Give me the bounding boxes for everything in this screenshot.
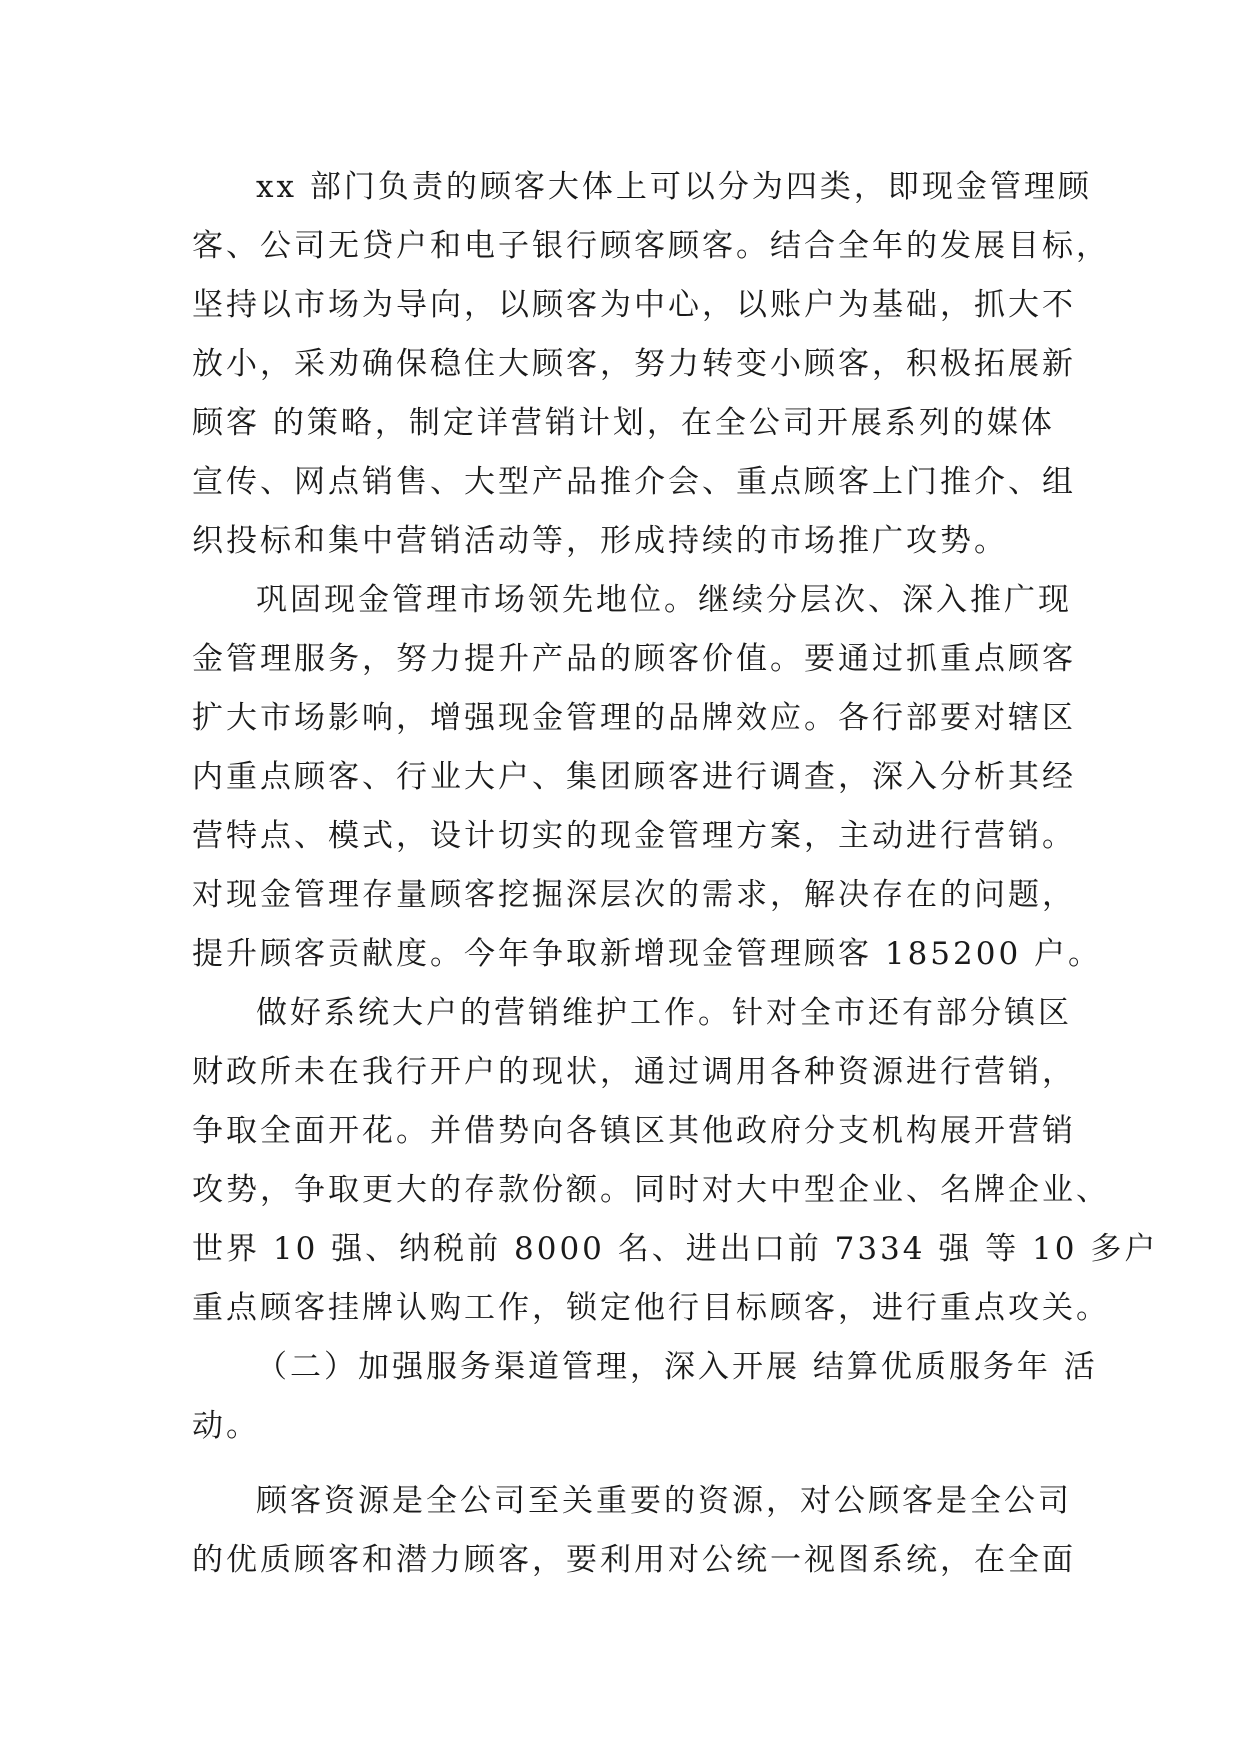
- text-line: 巩固现金管理市场领先地位。继续分层次、深入推广现: [256, 582, 1072, 618]
- text-line: 财政所未在我行开户的现状，通过调用各种资源进行营销，: [192, 1054, 1076, 1090]
- paragraph: [192, 984, 1159, 1338]
- text-line: 的优质顾客和潜力顾客，要利用对公统一视图系统，在全面: [192, 1542, 1076, 1578]
- text-line: 做好系统大户的营销维护工作。针对全市还有部分镇区: [256, 995, 1072, 1031]
- text-line: 宣传、网点销售、大型产品推介会、重点顾客上门推介、组: [192, 464, 1076, 500]
- text-line: 动。: [192, 1408, 260, 1444]
- text-line: 争取全面开花。并借势向各镇区其他政府分支机构展开营销: [192, 1113, 1076, 1149]
- paragraph: [192, 571, 1103, 984]
- text-line: 世界 10 强、纳税前 8000 名、进出口前 7334 强 等 10 多户: [192, 1231, 1159, 1267]
- text-line: 扩大市场影响，增强现金管理的品牌效应。各行部要对辖区: [192, 700, 1076, 736]
- text-line: 营特点、模式，设计切实的现金管理方案，主动进行营销。: [192, 818, 1076, 854]
- text-line: 顾客资源是全公司至关重要的资源，对公顾客是全公司: [256, 1483, 1072, 1519]
- text-line: （二）加强服务渠道管理，深入开展 结算优质服务年 活: [256, 1349, 1098, 1385]
- text-line: 顾客 的策略，制定详营销计划，在全公司开展系列的媒体: [192, 405, 1055, 441]
- text-line: 放小，采劝确保稳住大顾客，努力转变小顾客，积极拓展新: [192, 346, 1076, 382]
- text-line: 金管理服务，努力提升产品的顾客价值。要通过抓重点顾客: [192, 641, 1076, 677]
- text-line: 对现金管理存量顾客挖掘深层次的需求，解决存在的问题，: [192, 877, 1076, 913]
- body-text: [192, 158, 1159, 1590]
- paragraph-spacer: [192, 1456, 1052, 1472]
- text-line: 织投标和集中营销活动等，形成持续的市场推广攻势。: [192, 523, 1008, 559]
- section-heading: [192, 1338, 1098, 1456]
- text-line: 攻势，争取更大的存款份额。同时对大中型企业、名牌企业、: [192, 1172, 1110, 1208]
- text-line: 坚持以市场为导向，以顾客为中心，以账户为基础，抓大不: [192, 287, 1076, 323]
- paragraph: [192, 158, 1110, 571]
- paragraph: [192, 1472, 1076, 1590]
- text-line: 重点顾客挂牌认购工作，锁定他行目标顾客，进行重点攻关。: [192, 1290, 1110, 1326]
- text-line: 提升顾客贡献度。今年争取新增现金管理顾客 185200 户。: [192, 936, 1103, 972]
- text-line: 内重点顾客、行业大户、集团顾客进行调查，深入分析其经: [192, 759, 1076, 795]
- text-line: 客、公司无贷户和电子银行顾客顾客。结合全年的发展目标，: [192, 228, 1110, 264]
- text-line: xx 部门负责的顾客大体上可以分为四类，即现金管理顾: [256, 169, 1092, 205]
